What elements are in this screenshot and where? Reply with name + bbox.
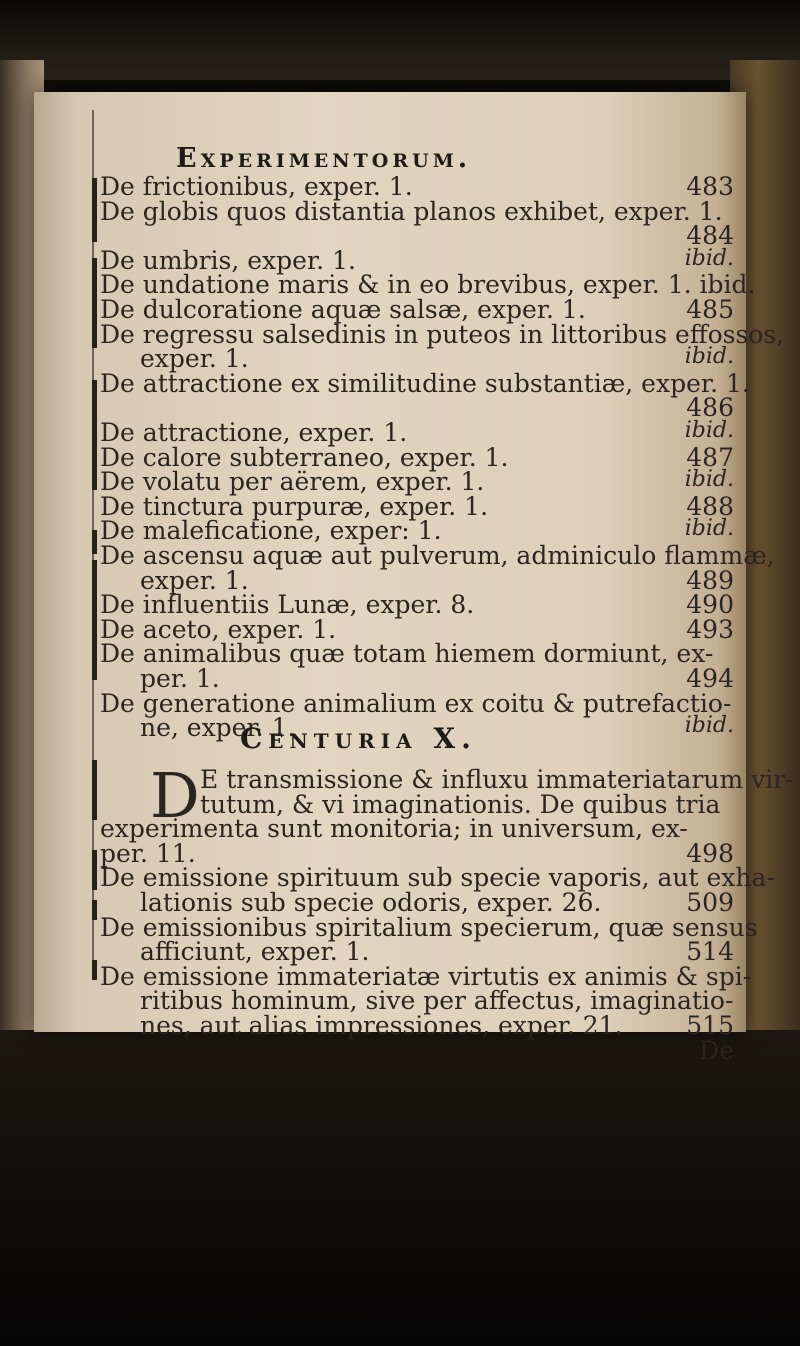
entry-text: experimenta sunt monitoria; in universum, ex-: [100, 814, 688, 844]
margin-bar: [92, 380, 97, 490]
entry-text: nes, aut alias impressiones, exper. 21.: [140, 1011, 623, 1040]
entry-text: lationis sub specie odoris, exper. 26.: [140, 888, 602, 917]
entry-text: per. 11.: [100, 838, 196, 868]
entry-text: ne, exper. 1.: [140, 713, 296, 743]
entry-page-number: 494: [686, 664, 734, 693]
entry-text: De globis quos distantia planos exhibet, exper. 1.: [100, 196, 723, 226]
background-top: [0, 0, 800, 80]
entry-text: De regressu salsedinis in puteos in littoribus effossos,: [100, 319, 785, 349]
entry-page-number: 509: [686, 888, 734, 917]
entry-text: tutum, & vi imaginationis. De quibus tria: [200, 789, 721, 819]
entry-page-number: 490: [686, 590, 734, 620]
entry-text: De attractione, exper. 1.: [100, 418, 408, 447]
entry-text: De attractione ex similitudine substantiæ, exper. 1.: [100, 368, 750, 398]
entry-page-number: 515: [686, 1011, 734, 1040]
entry-text: exper. 1.: [140, 565, 249, 595]
margin-bar: [92, 218, 97, 242]
entry-page-number: ibid.: [684, 418, 734, 443]
entry-page-number: 486: [686, 393, 734, 423]
entry-text: De ascensu aquæ aut pulverum, adminiculo flammæ,: [100, 541, 775, 570]
entry-page-number: 483: [686, 172, 734, 201]
entry-text: De aceto, exper. 1.: [100, 614, 337, 644]
margin-bar: [92, 560, 97, 680]
entry-text: De emissione spirituum sub specie vaporis, aut exha-: [100, 863, 775, 893]
entry-line: [100, 1036, 734, 1065]
entry-page-number: 484: [686, 221, 734, 251]
entry-text: De maleficatione, exper: 1.: [100, 516, 442, 546]
entry-text: De generatione animalium ex coitu & putrefactio-: [100, 688, 732, 718]
entry-text: per. 1.: [140, 664, 220, 693]
entry-page-number: 487: [686, 442, 734, 472]
entry-text: De tinctura purpuræ, exper. 1.: [100, 491, 489, 521]
background-bottom: [0, 1030, 800, 1346]
margin-bar: [92, 900, 97, 920]
margin-bar: [92, 760, 97, 820]
entry-text: De umbris, exper. 1.: [100, 245, 356, 275]
entry-page-number: 489: [686, 565, 734, 595]
entry-page-number: De: [699, 1035, 734, 1065]
entry-page-number: 485: [686, 295, 734, 324]
entry-page-number: 493: [686, 614, 734, 644]
page-header: Experimentorum.: [176, 143, 472, 174]
entry-text: De volatu per aërem, exper. 1.: [100, 467, 485, 497]
entry-page-number: ibid.: [684, 344, 734, 370]
entry-page-number: ibid.: [684, 467, 734, 493]
entry-text: De emissionibus spiritalium specierum, quæ sensus: [100, 912, 758, 942]
entry-page-number: ibid.: [684, 516, 734, 542]
entry-page-number: ibid.: [684, 245, 734, 271]
drop-cap: D: [150, 759, 200, 832]
entry-text: De calore subterraneo, exper. 1.: [100, 442, 509, 472]
margin-bar: [92, 850, 97, 890]
margin-bar: [92, 530, 97, 554]
entry-page-number: 488: [686, 491, 734, 521]
entry-text: De emissione immateriatæ virtutis ex animis & spi-: [100, 961, 752, 991]
entry-page-number: 514: [686, 937, 734, 967]
margin-bar: [92, 960, 97, 980]
entry-text: De frictionibus, exper. 1.: [100, 172, 413, 201]
margin-bar: [92, 258, 97, 348]
entry-page-number: ibid.: [684, 713, 734, 739]
entry-text: exper. 1.: [140, 344, 249, 374]
entry-text: E transmissione & influxu immateriatarum vir-: [200, 765, 794, 794]
entry-text: De dulcoratione aquæ salsæ, exper. 1.: [100, 295, 586, 324]
entry-page-number: 498: [686, 838, 734, 868]
entry-text: De influentiis Lunæ, exper. 8.: [100, 590, 475, 620]
entry-text: De animalibus quæ totam hiemem dormiunt, ex-: [100, 639, 714, 669]
entry-text: De undatione maris & in eo brevibus, exper. 1. ibid.: [100, 270, 756, 300]
section-title: Centuria X.: [240, 722, 477, 755]
entry-text: afficiunt, exper. 1.: [140, 937, 370, 967]
entry-text: ritibus hominum, sive per affectus, imaginatio-: [140, 986, 734, 1016]
